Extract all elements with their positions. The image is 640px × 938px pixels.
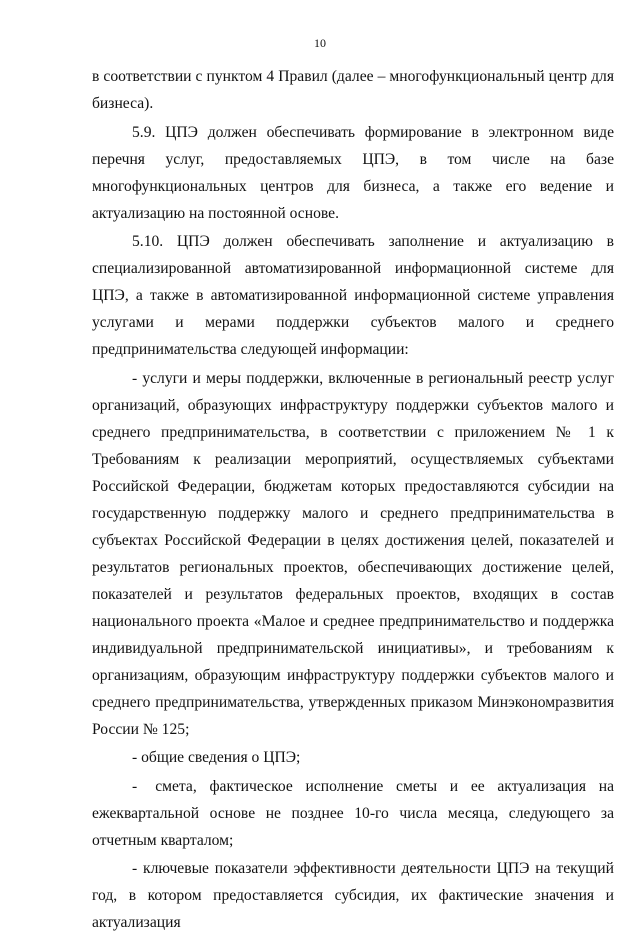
paragraph-5-9: 5.9. ЦПЭ должен обеспечивать формирование в электронном виде перечня услуг, предоставляемых ЦПЭ, в том числе на базе многофункциональных центров для бизнеса, а также его ведение и актуализацию на постоянной основе. (92, 123, 614, 222)
list-item-services: - услуги и меры поддержки, включенные в региональный реестр услуг организаций, образующих инфраструктуру поддержки субъектов малого и среднего предпринимательства, в соответствии с приложением № 1 к Требованиям к реализации мероприятий, осуществляемых субъектами Российской Федерации, бюджетам которых предоставляются субсидии на государственную поддержку малого и среднего предпринимательства в субъектах Российской Федерации в целях достижения целей, показателей и результатов региональных проектов, обеспечивающих достижение целей, показателей и результатов федеральных проектов, входящих в состав национального проекта «Малое и среднее предпринимательство и поддержка индивидуальной предпринимательской инициативы», и требованиям к организациям, образующим инфраструктуру поддержки субъектов малого и среднего предпринимательства, утвержденных приказом Минэкономразвития России № 125; (92, 369, 614, 738)
list-item-estimate-text: смета, фактическое исполнение сметы и ее актуализация на ежеквартальной основе не позднее 10-го числа месяца, следующего за отчетным кварталом; (92, 777, 614, 849)
list-item-kpi: - ключевые показатели эффективности деятельности ЦПЭ на текущий год, в котором предоставляется субсидия, их фактические значения и актуализация (92, 860, 614, 931)
document-body (92, 63, 614, 938)
paragraph-continuation: в соответствии с пунктом 4 Правил (далее – многофункциональный центр для бизнеса). (92, 68, 614, 112)
list-dash: - (132, 777, 138, 795)
list-item-general-info: - общие сведения о ЦПЭ; (132, 749, 301, 766)
page-number: 10 (314, 36, 326, 50)
list-item-estimate (92, 773, 614, 854)
paragraph-5-10: 5.10. ЦПЭ должен обеспечивать заполнение и актуализацию в специализированной автоматизированной информационной системе для ЦПЭ, а также в автоматизированной информационной системе управления услугами и мерами поддержки субъектов малого и среднего предпринимательства следующей информации: (92, 233, 614, 358)
